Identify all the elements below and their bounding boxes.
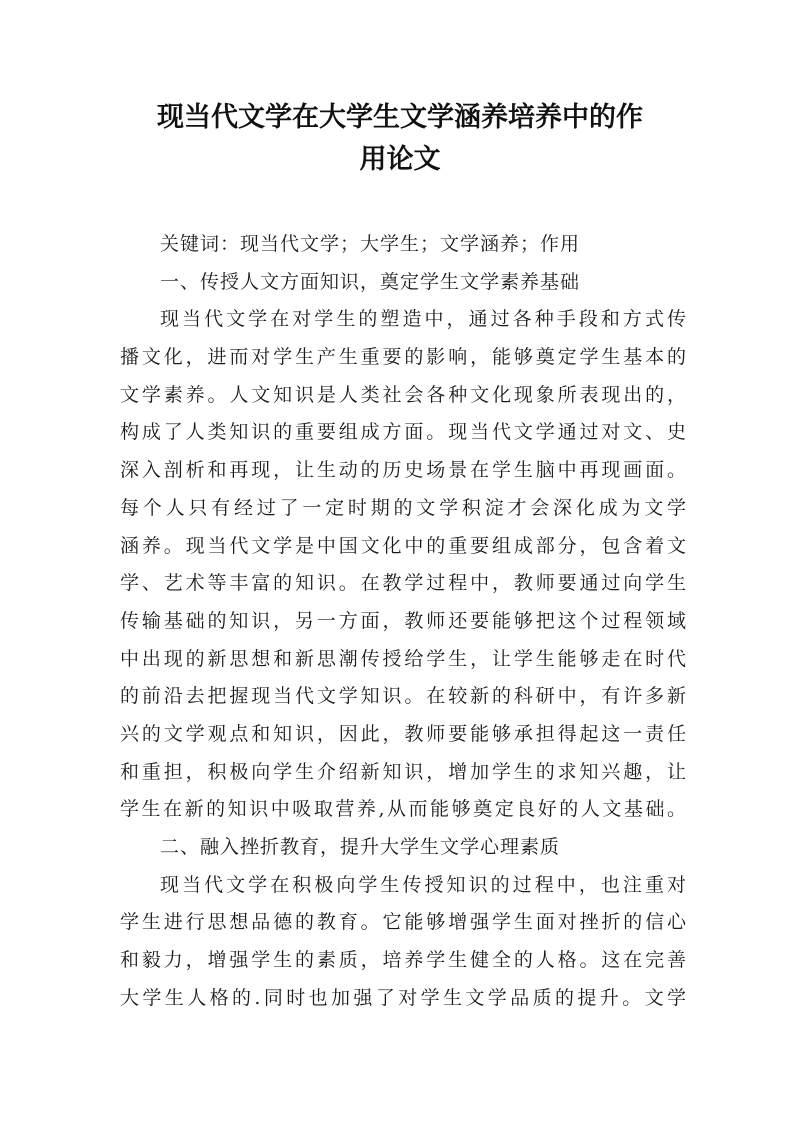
paragraph-line: 深入剖析和再现，让生动的历史场景在学生脑中再现画面。 (120, 459, 686, 482)
paragraph-line: 兴的文学观点和知识，因此，教师要能够承担得起这一责任 (120, 722, 686, 745)
paragraph-line: 学生在新的知识中吸取营养,从而能够奠定良好的人文基础。 (120, 798, 686, 821)
paragraph-line: 和重担，积极向学生介绍新知识，增加学生的求知兴趣，让 (120, 760, 686, 783)
section-heading-1: 一、传授人文方面知识，奠定学生文学素养基础 (160, 270, 581, 293)
document-body (120, 226, 686, 1017)
title-line-2: 用论文 (359, 144, 441, 175)
paragraph-line: 和毅力，增强学生的素质，培养学生健全的人格。这在完善 (120, 949, 686, 972)
paragraph-line: 学生进行思想品德的教育。它能够增强学生面对挫折的信心 (120, 911, 686, 934)
paragraph-line: 涵养。现当代文学是中国文化中的重要组成部分，包含着文 (120, 534, 686, 557)
paragraph-line: 现当代文学在对学生的塑造中，通过各种手段和方式传 (160, 308, 686, 331)
paragraph-line: 传输基础的知识，另一方面，教师还要能够把这个过程领域 (120, 609, 686, 632)
title-line-1: 现当代文学在大学生文学涵养培养中的作 (157, 102, 643, 133)
paragraph-line: 的前沿去把握现当代文学知识。在较新的科研中，有许多新 (120, 685, 686, 708)
paragraph-line: 构成了人类知识的重要组成方面。现当代文学通过对文、史 (120, 421, 686, 444)
paragraph-line: 现当代文学在积极向学生传授知识的过程中，也注重对 (160, 873, 686, 896)
section-heading-2: 二、融入挫折教育，提升大学生文学心理素质 (160, 836, 561, 858)
paragraph-line: 中出现的新思想和新思潮传授给学生，让学生能够走在时代 (120, 647, 686, 670)
paragraph-line: 文学素养。人文知识是人类社会各种文化现象所表现出的， (120, 383, 686, 406)
paragraph-line: 学、艺术等丰富的知识。在教学过程中，教师要通过向学生 (120, 572, 686, 595)
paragraph-line: 每个人只有经过了一定时期的文学积淀才会深化成为文学 (120, 496, 686, 519)
keywords-line: 关键词：现当代文学；大学生；文学涵养；作用 (160, 233, 581, 255)
paragraph-line: 大学生人格的.同时也加强了对学生文学品质的提升。文学 (120, 986, 686, 1009)
paragraph-line: 播文化，进而对学生产生重要的影响，能够奠定学生基本的 (120, 346, 686, 369)
document-title (100, 97, 700, 181)
